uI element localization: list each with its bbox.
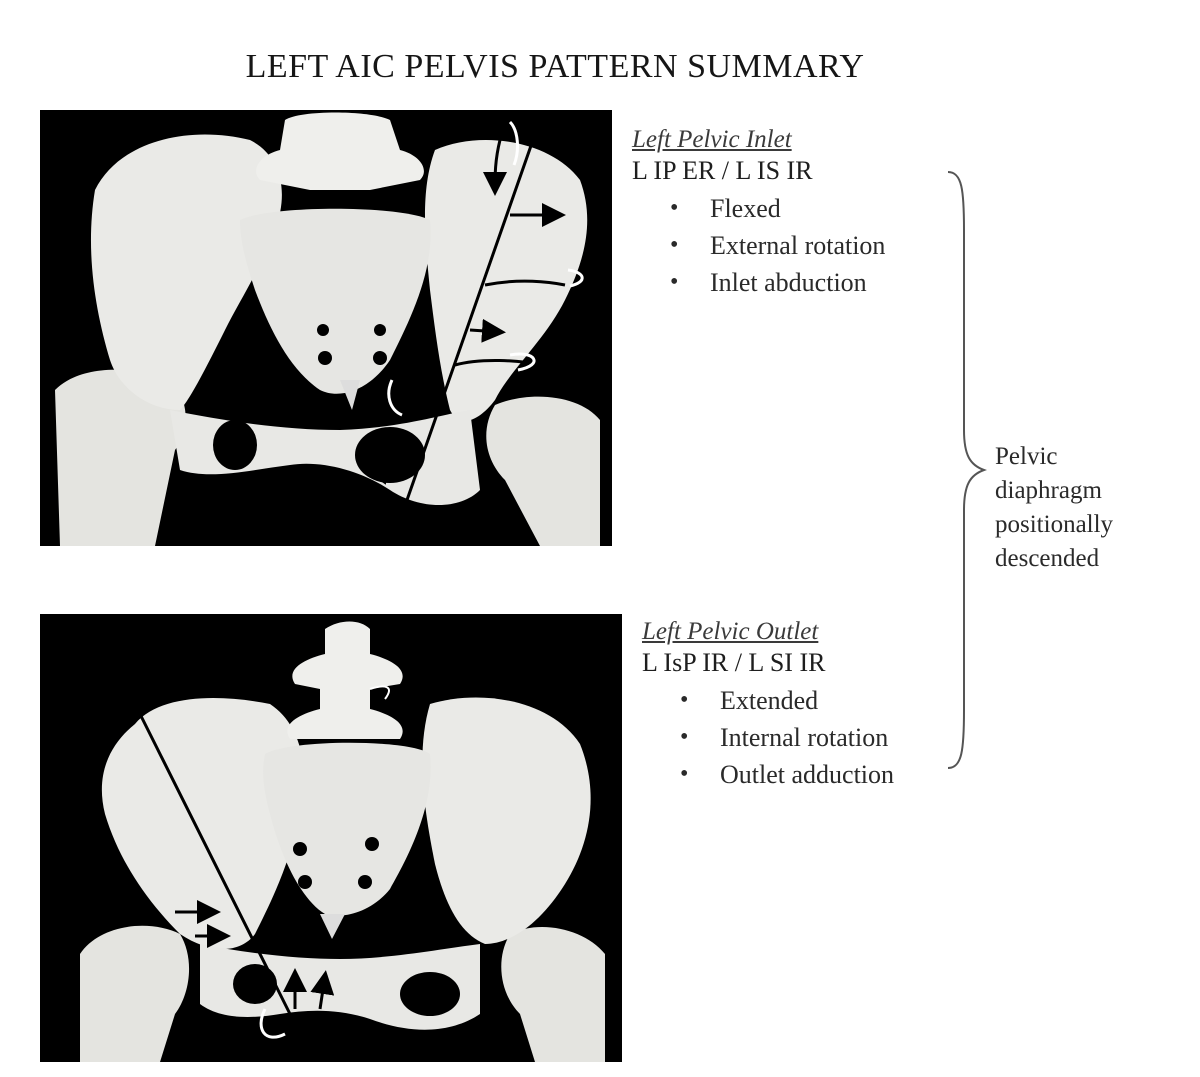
list-item: • Outlet adduction	[680, 756, 894, 793]
outlet-code: L IsP IR / L SI IR	[642, 648, 826, 677]
note-line: diaphragm	[995, 477, 1102, 504]
pelvic-diaphragm-note	[995, 440, 1113, 576]
list-item: • Internal rotation	[680, 719, 894, 756]
pelvis-inlet-illustration	[40, 110, 612, 546]
page-title: LEFT AIC PELVIS PATTERN SUMMARY	[245, 48, 865, 85]
sacrum-outlet	[263, 743, 430, 916]
list-item: • Flexed	[670, 190, 885, 227]
outlet-list	[642, 682, 894, 793]
note-line: descended	[995, 545, 1100, 572]
list-item: • Inlet abduction	[670, 264, 885, 301]
inlet-code: L IP ER / L IS IR	[632, 156, 813, 185]
list-item: • External rotation	[670, 227, 885, 264]
coccyx	[340, 380, 360, 410]
inlet-summary	[632, 126, 885, 301]
lumbar-spine-outlet	[287, 622, 402, 740]
note-line: positionally	[995, 511, 1114, 538]
right-femur-outlet	[80, 926, 189, 1062]
left-femur-outlet	[501, 927, 605, 1062]
lumbar-vertebra	[256, 113, 424, 191]
left-femur	[486, 397, 600, 546]
pelvis-outlet-illustration	[40, 614, 622, 1062]
outlet-heading: Left Pelvic Outlet	[642, 618, 819, 645]
pelvis-outlet-image	[40, 614, 622, 1062]
outlet-summary	[642, 618, 894, 793]
sacrum	[240, 209, 431, 394]
list-item: • Extended	[680, 682, 894, 719]
grouping-brace	[940, 170, 990, 770]
coccyx-outlet	[320, 914, 345, 939]
inlet-heading: Left Pelvic Inlet	[632, 126, 792, 153]
note-line: Pelvic	[995, 443, 1058, 470]
left-ilium-outlet	[422, 697, 590, 944]
pelvis-inlet-image	[40, 110, 612, 546]
inlet-list	[632, 190, 885, 301]
